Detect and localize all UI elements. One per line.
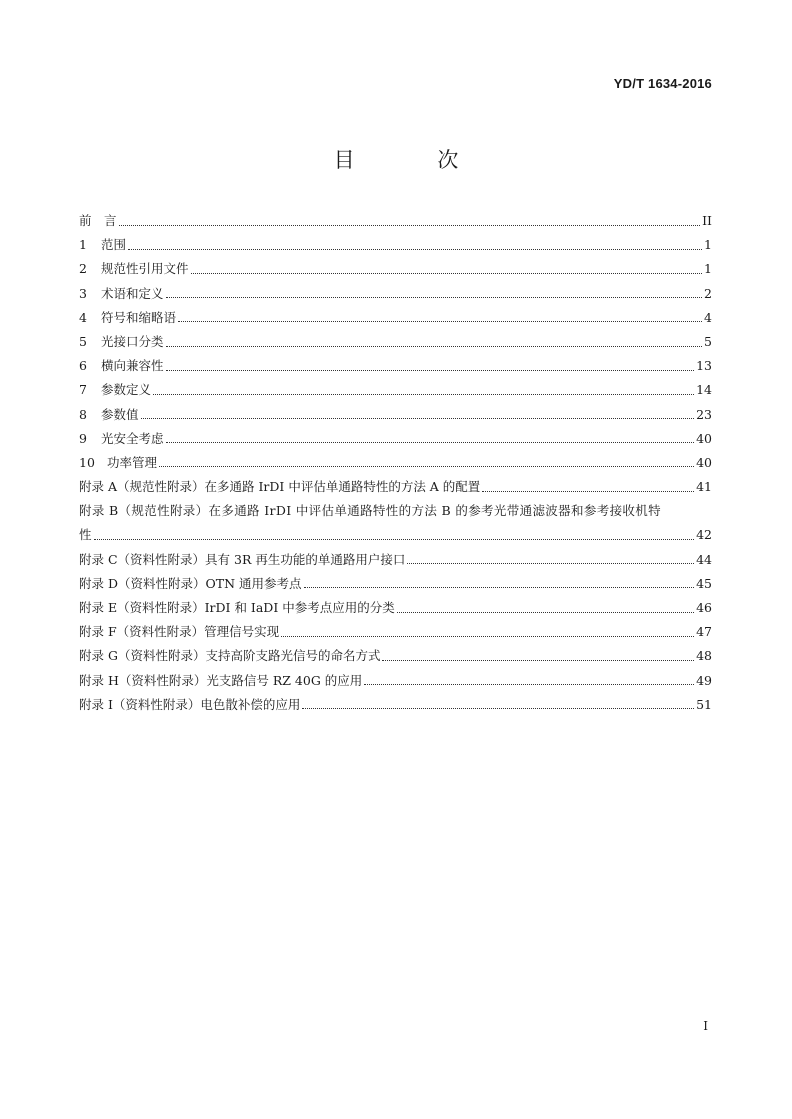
toc-entry[interactable] xyxy=(79,475,712,499)
toc-leader-dots xyxy=(364,684,694,685)
toc-entry-label: 参数定义 xyxy=(101,382,152,398)
toc-entry[interactable] xyxy=(79,523,712,547)
toc-entry-page: 4 xyxy=(704,309,712,325)
toc-entry-page: 46 xyxy=(696,600,712,615)
toc-title: 目 次 xyxy=(333,148,497,172)
toc-entry-number: 10 xyxy=(79,454,95,470)
toc-entry-page: 14 xyxy=(696,382,712,398)
toc-entry[interactable] xyxy=(79,596,712,620)
toc-entry-number: 2 xyxy=(79,261,87,277)
toc-entry-page: 44 xyxy=(696,551,712,567)
toc-entry-label: 附录 E（资料性附录）IrDI 和 IaDI 中参考点应用的分类 xyxy=(79,600,395,615)
toc-leader-dots xyxy=(304,587,695,588)
toc-leader-dots xyxy=(178,321,702,322)
toc-leader-dots xyxy=(94,539,695,540)
toc-leader-dots xyxy=(153,394,694,395)
toc-leader-dots xyxy=(166,346,703,347)
toc-leader-dots xyxy=(128,249,702,250)
toc-entry-page: 1 xyxy=(704,237,712,253)
toc-entry-label: 附录 C（资料性附录）具有 3R 再生功能的单通路用户接口 xyxy=(79,551,406,567)
toc-entry-page: 48 xyxy=(696,648,712,664)
toc-leader-dots xyxy=(159,466,694,467)
toc-entry[interactable] xyxy=(79,427,712,451)
toc-leader-dots xyxy=(166,297,703,298)
toc-entry[interactable] xyxy=(79,669,712,693)
toc-entry-number: 4 xyxy=(79,309,87,325)
toc-entry[interactable] xyxy=(79,306,712,330)
toc-entry-page: II xyxy=(702,213,712,228)
table-of-contents xyxy=(79,209,712,717)
toc-entry-number: 6 xyxy=(79,358,87,374)
toc-entry[interactable] xyxy=(79,451,712,475)
toc-entry[interactable] xyxy=(79,403,712,427)
toc-entry-label: 附录 D（资料性附录）OTN 通用参考点 xyxy=(79,575,302,591)
toc-entry-label: 性 xyxy=(79,527,92,543)
toc-leader-dots xyxy=(141,418,695,419)
toc-entry-label: 规范性引用文件 xyxy=(101,261,189,277)
standard-code: YD/T 1634-2016 xyxy=(613,76,712,91)
toc-entry-page: 45 xyxy=(696,575,712,591)
toc-entry-number: 7 xyxy=(79,382,87,398)
toc-entry-label: 前 言 xyxy=(79,213,117,228)
toc-entry-page: 13 xyxy=(696,358,712,374)
toc-entry-label: 光安全考虑 xyxy=(101,430,164,446)
toc-leader-dots xyxy=(166,370,695,371)
toc-entry-label: 术语和定义 xyxy=(101,285,164,301)
toc-entry-label: 附录 G（资料性附录）支持高阶支路光信号的命名方式 xyxy=(79,648,381,664)
toc-entry[interactable] xyxy=(79,548,712,572)
toc-leader-dots xyxy=(382,660,694,661)
toc-leader-dots xyxy=(119,225,701,226)
toc-entry-number: 9 xyxy=(79,430,87,446)
toc-entry-page: 49 xyxy=(696,672,712,688)
toc-entry[interactable] xyxy=(79,620,712,644)
toc-entry[interactable] xyxy=(79,378,712,402)
toc-entry[interactable] xyxy=(79,644,712,668)
toc-entry-label-line1: 附录 B（规范性附录）在多通路 IrDI 中评估单通路特性的方法 B 的参考光带通滤波器和参考接收机特 xyxy=(79,503,661,519)
toc-entry-page: 41 xyxy=(696,479,712,495)
toc-entry[interactable] xyxy=(79,330,712,354)
page-number: I xyxy=(703,1019,708,1033)
toc-entry[interactable] xyxy=(79,693,712,717)
toc-entry-label: 参数值 xyxy=(101,406,139,422)
toc-entry[interactable] xyxy=(79,572,712,596)
toc-entry-number: 1 xyxy=(79,237,87,253)
toc-entry-label: 附录 H（资料性附录）光支路信号 RZ 40G 的应用 xyxy=(79,672,363,688)
toc-entry[interactable] xyxy=(79,257,712,281)
toc-entry-page: 2 xyxy=(704,285,712,301)
toc-entry-label: 功率管理 xyxy=(107,454,158,470)
toc-leader-dots xyxy=(281,636,694,637)
toc-entry-label: 横向兼容性 xyxy=(101,358,164,374)
toc-leader-dots xyxy=(302,708,694,709)
toc-entry-page: 5 xyxy=(704,333,712,349)
toc-entry[interactable] xyxy=(79,233,712,257)
toc-leader-dots xyxy=(397,612,694,613)
toc-entry-label: 附录 A（规范性附录）在多通路 IrDI 中评估单通路特性的方法 A 的配置 xyxy=(79,479,481,495)
toc-entry-label: 光接口分类 xyxy=(101,333,164,349)
toc-entry[interactable] xyxy=(79,354,712,378)
toc-entry-page: 1 xyxy=(704,261,712,277)
toc-leader-dots xyxy=(166,442,695,443)
toc-entry-page: 40 xyxy=(696,454,712,470)
toc-entry-page: 47 xyxy=(696,624,712,640)
toc-entry[interactable] xyxy=(79,209,712,233)
toc-entry-page: 23 xyxy=(696,406,712,422)
toc-entry-label: 范围 xyxy=(101,237,127,253)
toc-entry-page: 40 xyxy=(696,430,712,446)
toc-entry-label: 附录 F（资料性附录）管理信号实现 xyxy=(79,624,280,640)
toc-entry-number: 8 xyxy=(79,406,87,422)
toc-leader-dots xyxy=(407,563,694,564)
toc-entry[interactable] xyxy=(79,282,712,306)
toc-leader-dots xyxy=(191,273,703,274)
toc-leader-dots xyxy=(482,491,694,492)
toc-entry-number: 3 xyxy=(79,285,87,301)
toc-entry-label: 附录 I（资料性附录）电色散补偿的应用 xyxy=(79,696,301,712)
toc-entry-number: 5 xyxy=(79,333,87,349)
toc-entry-label: 符号和缩略语 xyxy=(101,309,177,325)
toc-entry-page: 42 xyxy=(696,527,712,543)
toc-entry-page: 51 xyxy=(696,696,712,712)
